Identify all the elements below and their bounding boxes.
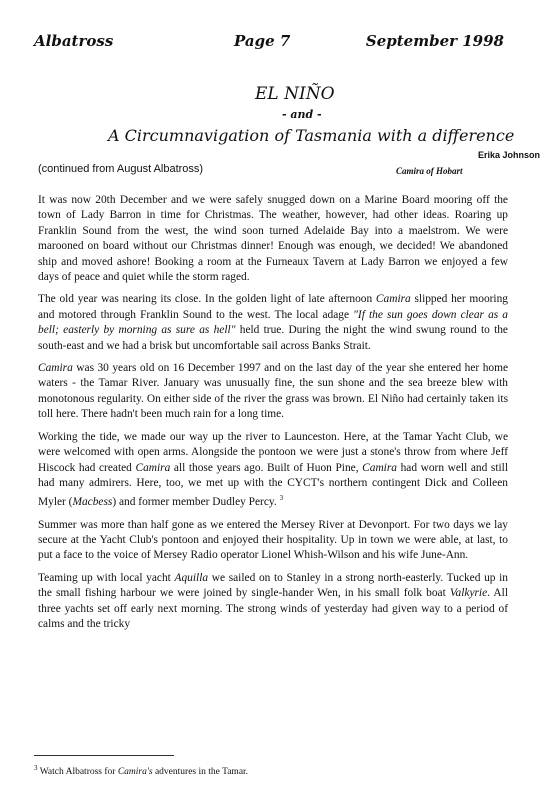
article-paragraph (38, 518, 508, 564)
text-run: ) and former member Dudley Percy. (112, 496, 280, 509)
italic-text: Valkyrie (449, 587, 488, 600)
article-paragraph (38, 292, 508, 354)
article-paragraph (38, 361, 508, 423)
article-body (38, 193, 508, 639)
italic-text: Camira (38, 362, 73, 375)
italic-text: Camira (135, 461, 171, 474)
author-boat: Camira of Hobart (396, 166, 463, 176)
text-run: It was now 20th December and we were safely snugged down on a Marine Board mooring off the town of Lady Barron in time for Christmas. The weather, however, had other ideas. Roaring up Franklin Sound from the west, the wind soon turned Adelaide Bay into a maelstrom. We were marooned on board without our Christmas dinner! Enough was enough, we decided! We abandoned ship and moved ashore! Booking a room at the Furneaux Tavern at Lady Barron we enjoyed a few days of peace and quiet while the storm raged. (38, 194, 508, 284)
text-run: adventures in the Tamar. (152, 767, 249, 778)
text-run: . All three yachts set off early next morning. The strong winds of yesterday had given way to a period of calms and the tricky (38, 587, 508, 630)
footnote-marker: 3 (279, 494, 284, 503)
text-run: we sailed on to Stanley in a strong north-easterly. Tucked up in the small fishing harbour we were joined by single-hander Wen, in his small folk boat (38, 571, 508, 600)
footnote (34, 764, 504, 777)
text-run: The old year was nearing its close. In the golden light of late afternoon (38, 293, 376, 306)
italic-text: Macbess (72, 496, 113, 509)
text-run: was 30 years old on 16 December 1997 and on the last day of the year she entered her home waters - the Tamar River. January was unusually fine, the sun shone and the sea breeze blew with monotonous regularity. On either side of the river the grass was brown. El Niño had certainly taken its toll here. There hadn't been much rain for a long time. (38, 362, 508, 421)
article-paragraph (38, 193, 508, 285)
footnote-divider (34, 755, 174, 756)
author-name: Erika Johnson (477, 150, 540, 160)
text-run: had worn well and still had many admirers. Here, too, we met up with the CYCT's northern contingent Dick and Colleen Myler ( (38, 461, 508, 509)
footnote-marker: 3 (34, 764, 38, 772)
page-number: Page 7 (234, 32, 291, 50)
title-connector: - and - (282, 108, 322, 121)
article-paragraph (38, 571, 508, 633)
publication-name: Albatross (34, 32, 114, 50)
article-paragraph (38, 430, 508, 511)
italic-text: Aquilla (174, 571, 209, 584)
text-run: Working the tide, we made our way up the river to Launceston. Here, at the Tamar Yacht Club, we were welcomed with open arms. Alongside the pontoon we were just a stone's throw from where Jeff Hiscock had created (38, 430, 508, 474)
italic-text: Camira (375, 293, 411, 306)
article-subtitle: A Circumnavigation of Tasmania with a difference (108, 126, 515, 145)
text-run: slipped her mooring and motored through Franklin Sound to the west. The local adage (38, 293, 508, 321)
text-run: Teaming up with local yacht (38, 571, 175, 584)
continued-note: (continued from August Albatross) (38, 163, 204, 175)
issue-date: September 1998 (365, 32, 504, 50)
italic-text: Camira's (117, 767, 153, 778)
italic-text: "If the sun goes down clear as a bell; easterly by morning as sure as hell" (38, 308, 508, 337)
text-run: Summer was more than half gone as we entered the Mersey River at Devonport. For two days we lay secure at the Yacht Club's pontoon and enjoyed their hospitality. Up in town we were able, at last, to put a face to the voice of Mersey Radio operator Lionel Whish-Wilson and his wife June-Ann. (38, 518, 508, 562)
italic-text: Camira (362, 461, 397, 474)
text-run: all those years ago. Built of Huon Pine, (170, 461, 363, 474)
text-run: Watch Albatross for (37, 767, 118, 778)
text-run: held true. During the night the wind swung round to the south-east and we had a brisk but uncomfortable sail across Banks Strait. (38, 324, 508, 352)
page-header (34, 32, 504, 58)
article-title: EL NIÑO (255, 84, 335, 104)
